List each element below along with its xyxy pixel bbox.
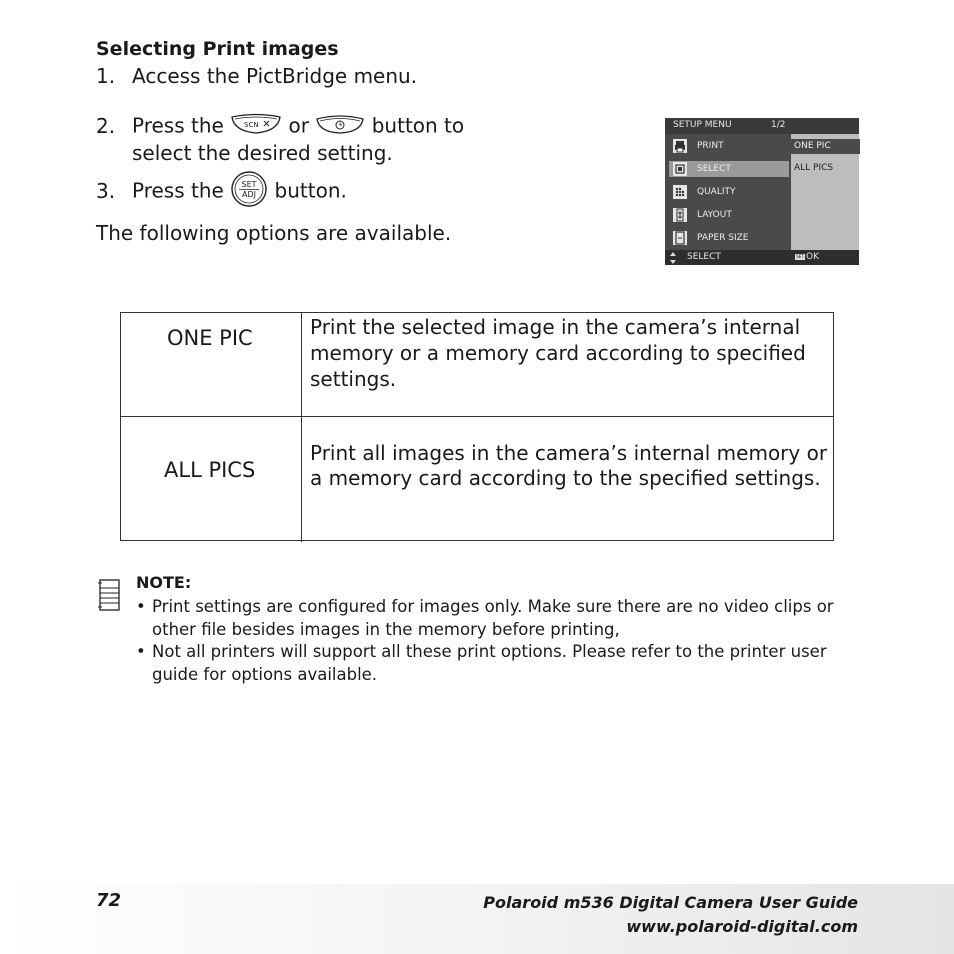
step-text: Press the (132, 178, 224, 203)
step-number: 3. (96, 178, 116, 203)
note-title: NOTE: (136, 573, 192, 592)
step-number: 1. (96, 64, 116, 88)
paper-size-icon (673, 231, 687, 245)
printer-icon (673, 139, 687, 153)
intro-text: The following options are available. (96, 221, 452, 245)
set-label: SET (241, 180, 257, 189)
step-text-or: or (288, 113, 310, 138)
table-option-one-pic: ONE PIC (167, 326, 253, 350)
section-heading: Selecting Print images (96, 38, 339, 60)
option-all-pics: ALL PICS (794, 163, 834, 173)
table-divider-horizontal (121, 416, 833, 417)
up-down-arrows-icon (669, 251, 677, 271)
screen-options (791, 134, 859, 250)
step-1 (96, 64, 417, 89)
set-adj-button-icon (230, 170, 268, 214)
menu-item-print: PRINT (669, 138, 789, 154)
menu-item-paper-size: PAPER SIZE (669, 230, 789, 246)
select-icon (673, 162, 687, 176)
note-list (136, 596, 866, 686)
adj-label: ADJ (242, 190, 257, 199)
step-text-line2: select the desired setting. (132, 141, 393, 165)
page-number: 72 (96, 890, 122, 911)
screen-menu (665, 134, 791, 250)
step-text: Press the (132, 113, 224, 138)
menu-item-select: SELECT (669, 161, 789, 177)
table-divider-vertical (301, 313, 302, 542)
step-3 (96, 170, 496, 214)
menu-item-quality: QUALITY (669, 184, 789, 200)
step-text: button. (274, 178, 347, 203)
self-timer-button-icon (315, 113, 365, 141)
note-item: • Not all printers will support all these print options. Please refer to the printer user guide for options available. (136, 641, 866, 686)
scn-label: SCN (244, 121, 259, 129)
screen-title-bar (665, 118, 859, 134)
table-desc-all-pics: Print all images in the camera’s internal memory or a memory card according to the specified settings. (310, 441, 828, 490)
screen-page: 1/2 (771, 120, 786, 130)
step-2 (96, 113, 596, 166)
set-key-icon: SET (796, 254, 804, 259)
option-one-pic: ONE PIC (791, 139, 860, 154)
scn-button-icon (230, 113, 282, 141)
note-icon (97, 578, 121, 616)
screen-footer (665, 250, 859, 265)
table-option-all-pics: ALL PICS (164, 458, 256, 482)
website-url: www.polaroid-digital.com (626, 917, 858, 936)
camera-screen (665, 118, 859, 265)
footer-ok: OK (806, 252, 819, 262)
footer-select: SELECT (687, 252, 721, 262)
step-text: Access the PictBridge menu. (132, 64, 418, 88)
screen-title: SETUP MENU (673, 120, 732, 130)
layout-icon (673, 208, 687, 222)
step-number: 2. (96, 113, 116, 138)
guide-title: Polaroid m536 Digital Camera User Guide (483, 893, 858, 912)
note-item: • Print settings are configured for images only. Make sure there are no video clips or other file besides images in the memory before printing, (136, 596, 866, 641)
quality-icon (673, 185, 687, 199)
options-table (120, 312, 834, 541)
menu-item-layout: LAYOUT (669, 207, 789, 223)
step-text: button to (371, 113, 465, 138)
table-desc-one-pic: Print the selected image in the camera’s internal memory or a memory card according to specified settings. (310, 315, 806, 391)
